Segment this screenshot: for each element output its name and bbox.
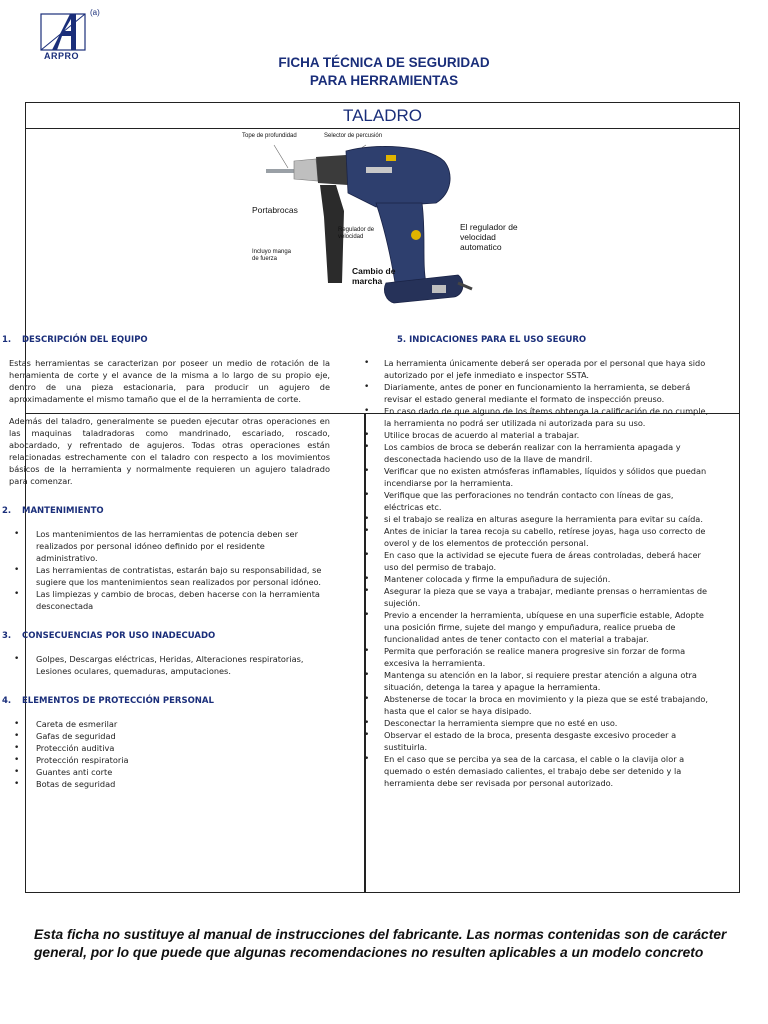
left-column [2,334,332,808]
list-item: • si el trabajo se realiza en alturas asegure la herramienta para evitar su caída. [364,513,716,525]
list-item: • Los mantenimientos de las herramientas de potencia deben ser realizados por personal idóneo definido por el residente administrativo. [2,528,332,564]
list-item: • Previo a encender la herramienta, ubíquese en una superficie estable, Adopte una posición firme, sujete del mango y empuñadura, realice prueba de funcionalidad antes de tener contacto con el material a trabajar. [364,609,716,645]
list-item: • Verificar que no existen atmósferas inflamables, líquidos y sólidos que puedan incendiarse por la herramienta. [364,465,716,489]
proteccion-list [2,718,332,790]
list-item: • Mantenga su atención en la labor, si requiere prestar atención a alguna otra situación, detenga la tarea y apague la herramienta. [364,669,716,693]
list-item: • En caso dado de que alguno de los ítems obtenga la calificación de no cumple, la herramienta no podrá ser utilizada ni autorizada para su uso. [364,405,716,429]
callout-portabrocas: Portabrocas [252,205,298,215]
callout-selector: Selector de percusión [324,133,383,139]
list-item: • Permita que perforación se realice manera progresive sin forzar de forma excesiva la herramienta. [364,645,716,669]
logo-text: ARPRO [44,51,80,61]
callout-cambio: Cambio de marcha [352,266,396,286]
list-item: • Las limpiezas y cambio de brocas, deben hacerse con la herramienta desconectada [2,588,332,612]
list-item: • Protección respiratoria [2,754,332,766]
descripcion-paragraph: Además del taladro, generalmente se pueden ejecutar otras operaciones en las maquinas taladradoras como mandrinado, escariado, roscado, abocardado, y refrentado de agujeros. Todas otras operaciones están relacionadas estrechamente con el taladro con respecto a los movimientos básicos de la herramienta y normalmente requieren un agujero taladrado para comenzar. [9,416,330,486]
list-item: • Guantes anti corte [2,766,332,778]
list-item: • En el caso que se perciba ya sea de la carcasa, el cable o la clavija olor a quemado o estén demasiado calientes, el trabajo debe ser detenido y la herramienta debe ser revisada por personal autorizado. [364,753,716,789]
callout-regulador-auto: El regulador de velocidad automatico [460,222,518,252]
section-heading-consecuencias: 3. CONSECUENCIAS POR USO INADECUADO [2,631,216,641]
list-item: • Diariamente, antes de poner en funcionamiento la herramienta, se deberá revisar el estado general mediante el formato de inspección preuso. [364,381,716,405]
list-item: • Golpes, Descargas eléctricas, Heridas, Alteraciones respiratorias, Lesiones oculares, quemaduras, amputaciones. [2,653,332,677]
list-item: • Observar el estado de la broca, presenta desgaste excesivo proceder a sustituirla. [364,729,716,753]
list-item: • Protección auditiva [2,742,332,754]
section-heading-indicaciones: 5. INDICACIONES PARA EL USO SEGURO [397,335,587,345]
indicaciones-list [364,357,716,789]
list-item: • Utilice brocas de acuerdo al material a trabajar. [364,429,716,441]
disclaimer: Esta ficha no sustituye al manual de instrucciones del fabricante. Las normas contenidas son de carácter general, por lo que puede que algunas recomendaciones no resulten aplicables a un modelo concreto [34,927,727,960]
tool-name: TALADRO [26,103,739,129]
document-subtitle: PARA HERRAMIENTAS [309,73,459,88]
list-item: • Abstenerse de tocar la broca en movimiento y la pieza que se esté trabajando, hasta que el calor se haya disipado. [364,693,716,717]
list-item: • Verifique que las perforaciones no tendrán contacto con líneas de gas, eléctricas etc. [364,489,716,513]
list-item: • Las herramientas de contratistas, estarán bajo su responsabilidad, se sugiere que los mantenimientos sean realizados por personal idóneo. [2,564,332,588]
consecuencias-list [2,653,332,677]
list-item: • Gafas de seguridad [2,730,332,742]
right-column [364,334,716,807]
section-heading-proteccion: 4. ELEMENTOS DE PROTECCIÓN PERSONAL [2,696,214,706]
mantenimiento-list [2,528,332,612]
descripcion-paragraph: Estas herramientas se caracterizan por poseer un medio de rotación de la herramienta de corte y el avance de la misma a lo largo de su propio eje, dentro de una pieza estacionaria, para producir un agujero de aproximadamente el mismo tamaño que el de la herramienta de corte. [9,358,330,404]
list-item: • Botas de seguridad [2,778,332,790]
list-item: • Antes de iniciar la tarea recoja su cabello, retírese joyas, haga uso correcto de overol y de los elementos de protección personal. [364,525,716,549]
callout-tope: Tope de profundidad [242,133,297,139]
document-title: FICHA TÉCNICA DE SEGURIDAD [278,55,490,70]
callout-regulador: Regulador de velocidad [338,227,375,240]
list-item: • Desconectar la herramienta siempre que no esté en uso. [364,717,716,729]
section-heading-mantenimiento: 2. MANTENIMIENTO [2,506,104,516]
list-item: • La herramienta únicamente deberá ser operada por el personal que haya sido autorizado por el jefe inmediato e inspector SSTA. [364,357,716,381]
list-item: • Mantener colocada y firme la empuñadura de sujeción. [364,573,716,585]
section-heading-descripcion: 1. DESCRIPCIÓN DEL EQUIPO [2,335,148,345]
list-item: • Careta de esmerilar [2,718,332,730]
list-item: • Los cambios de broca se deberán realizar con la herramienta apagada y desconectada haciendo uso de la llave de mandril. [364,441,716,465]
list-item: • Asegurar la pieza que se vaya a trabajar, mediante prensas o herramientas de sujeción. [364,585,716,609]
svg-text:(a): (a) [90,8,100,17]
callout-manga: Incluyo manga de fuerza [252,249,292,262]
list-item: • En caso que la actividad se ejecute fuera de áreas controladas, deberá hacer uso del permiso de trabajo. [364,549,716,573]
